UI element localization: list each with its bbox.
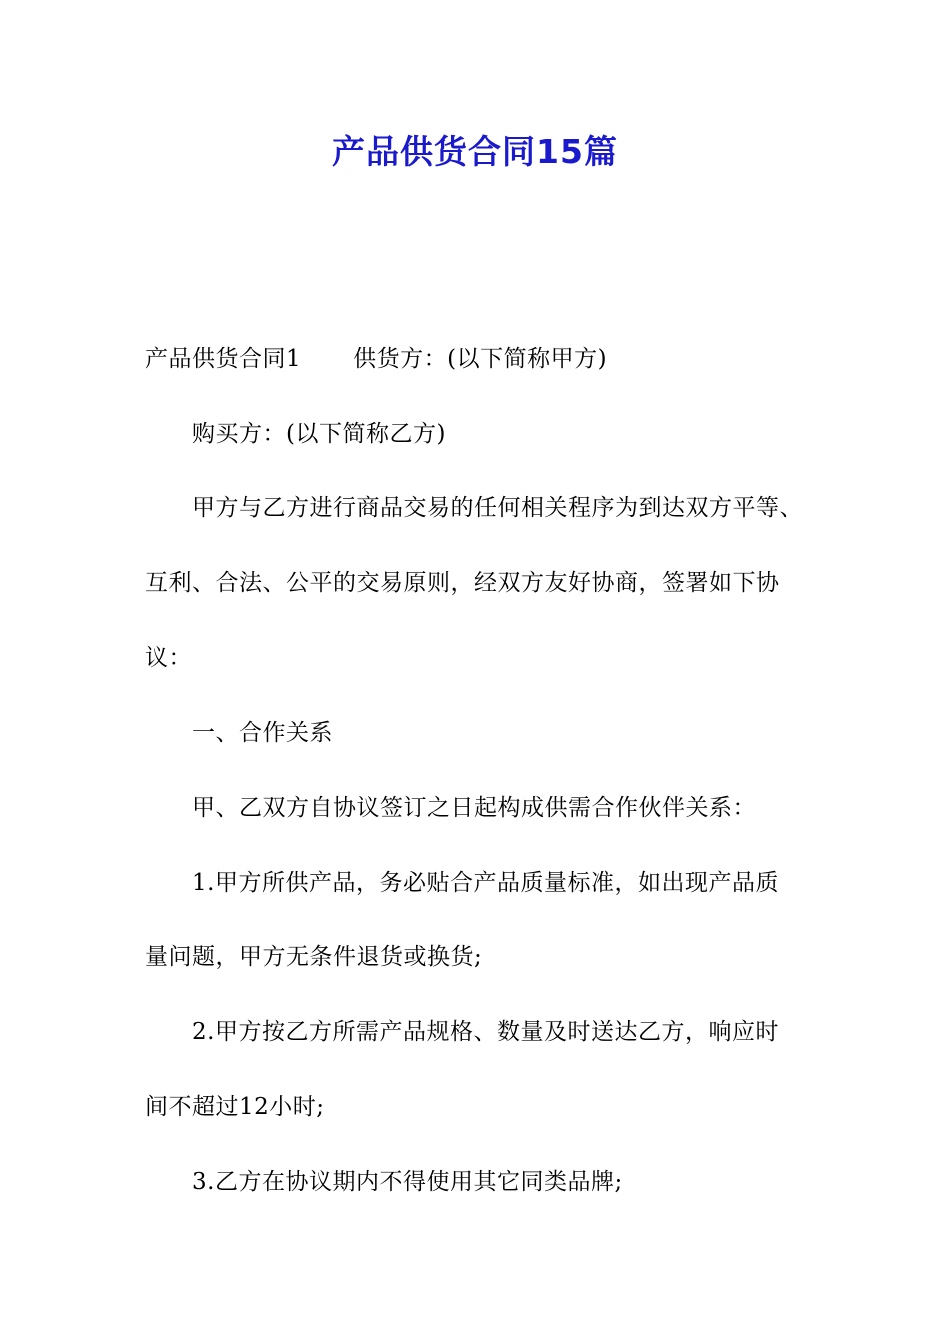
- paragraph-line: 议：: [145, 645, 192, 671]
- buyer-line: 购买方：(以下简称乙方): [192, 421, 446, 447]
- document-title: 产品供货合同15篇: [332, 132, 618, 171]
- clause-line: 间不超过12小时;: [145, 1094, 325, 1120]
- paragraph-line: 甲、乙双方自协议签订之日起构成供需合作伙伴关系：: [192, 795, 756, 821]
- section-heading: 一、合作关系: [192, 720, 333, 746]
- clause-line: 量问题，甲方无条件退货或换货;: [145, 944, 483, 970]
- contract-number: 产品供货合同1: [145, 346, 302, 372]
- clause-line: 3.乙方在协议期内不得使用其它同类品牌;: [192, 1169, 623, 1195]
- clause-line: 1.甲方所供产品，务必贴合产品质量标准，如出现产品质: [192, 870, 779, 896]
- paragraph-line: [145, 344, 607, 374]
- clause-line: 2.甲方按乙方所需产品规格、数量及时送达乙方，响应时: [192, 1019, 779, 1045]
- paragraph-line: 甲方与乙方进行商品交易的任何相关程序为到达双方平等、: [192, 495, 803, 521]
- paragraph-line: 互利、合法、公平的交易原则，经双方友好协商，签署如下协: [145, 570, 780, 596]
- supplier-line: 供货方：(以下简称甲方): [353, 346, 608, 372]
